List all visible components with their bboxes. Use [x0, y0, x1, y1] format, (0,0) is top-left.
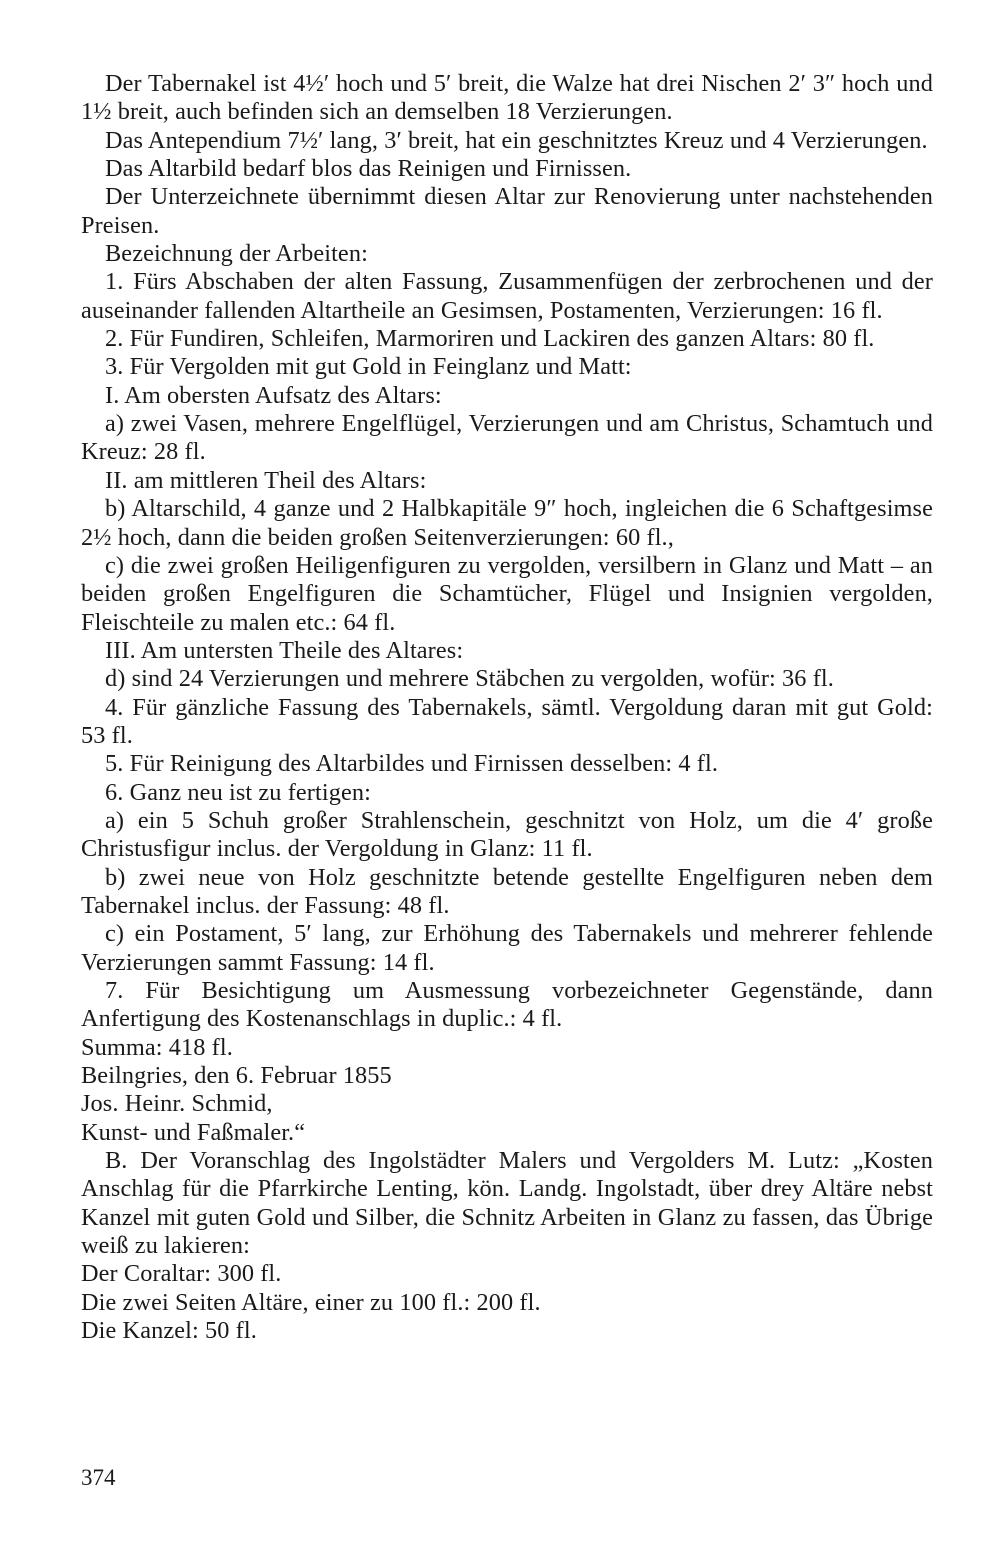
- cost-line: Die Kanzel: 50 fl.: [81, 1317, 257, 1345]
- list-item: 6. Ganz neu ist zu fertigen:: [105, 778, 371, 806]
- list-item: b) zwei neue von Holz geschnitzte betende gestellte Engelfiguren neben dem Tabernakel inclus. der Fassung: 48 fl.: [81, 863, 933, 919]
- page-body: [81, 70, 933, 1345]
- place-date-line: Beilngries, den 6. Februar 1855: [81, 1062, 392, 1090]
- signature-name: Jos. Heinr. Schmid,: [81, 1090, 273, 1118]
- cost-line: Der Coraltar: 300 fl.: [81, 1260, 282, 1288]
- cost-line: Die zwei Seiten Altäre, einer zu 100 fl.: 200 fl.: [81, 1288, 541, 1316]
- list-item: 2. Für Fundiren, Schleifen, Marmoriren und Lackiren des ganzen Altars: 80 fl.: [105, 325, 875, 353]
- list-item: 1. Fürs Abschaben der alten Fassung, Zusammenfügen der zerbrochenen und der auseinander fallenden Altartheile an Gesimsen, Postamenten, Verzierungen: 16 fl.: [81, 268, 933, 324]
- list-item: 3. Für Vergolden mit gut Gold in Feinglanz und Matt:: [105, 353, 632, 381]
- paragraph: B. Der Voranschlag des Ingolstädter Malers und Vergolders M. Lutz: „Kosten Anschlag für die Pfarrkirche Lenting, kön. Landg. Ingolstadt, über drey Altäre nebst Kanzel mit guten Gold und Silber, die Schnitz Arbeiten in Glanz zu fassen, das Übrige weiß zu lakieren:: [81, 1147, 933, 1260]
- list-item: c) die zwei großen Heiligenfiguren zu vergolden, versilbern in Glanz und Matt – an beiden großen Engelfiguren die Schamtücher, Flügel und Insignien vergolden, Fleischteile zu malen etc.: 64 fl.: [81, 551, 933, 636]
- list-item: b) Altarschild, 4 ganze und 2 Halbkapitäle 9″ hoch, ingleichen die 6 Schaftgesimse 2½ hoch, dann die beiden großen Seitenverzierungen: 60 fl.,: [81, 495, 933, 551]
- section-heading: III. Am untersten Theile des Altares:: [105, 636, 464, 664]
- list-item: 5. Für Reinigung des Altarbildes und Firnissen desselben: 4 fl.: [105, 750, 718, 778]
- signature-title: Kunst- und Faßmaler.“: [81, 1118, 306, 1146]
- list-item: a) zwei Vasen, mehrere Engelflügel, Verzierungen und am Christus, Schamtuch und Kreuz: 28 fl.: [81, 410, 933, 466]
- section-heading: II. am mittleren Theil des Altars:: [105, 466, 427, 494]
- sum-line: Summa: 418 fl.: [81, 1033, 233, 1061]
- list-item: d) sind 24 Verzierungen und mehrere Stäbchen zu vergolden, wofür: 36 fl.: [105, 665, 834, 693]
- list-item: 4. Für gänzliche Fassung des Tabernakels, sämtl. Vergoldung daran mit gut Gold: 53 fl.: [81, 693, 933, 749]
- list-item: a) ein 5 Schuh großer Strahlenschein, geschnitzt von Holz, um die 4′ große Christusfigur inclus. der Vergoldung in Glanz: 11 fl.: [81, 806, 933, 863]
- list-item: 7. Für Besichtigung um Ausmessung vorbezeichneter Gegenstände, dann Anfertigung des Kostenanschlags in duplic.: 4 fl.: [81, 977, 933, 1033]
- paragraph: Der Tabernakel ist 4½′ hoch und 5′ breit, die Walze hat drei Nischen 2′ 3″ hoch und 1½ breit, auch befinden sich an demselben 18 Verzierungen.: [81, 70, 933, 126]
- paragraph: Der Unterzeichnete übernimmt diesen Altar zur Renovierung unter nachstehenden Preisen.: [81, 183, 933, 239]
- paragraph: Das Altarbild bedarf blos das Reinigen und Firnissen.: [105, 155, 632, 183]
- list-item: c) ein Postament, 5′ lang, zur Erhöhung des Tabernakels und mehrerer fehlende Verzierungen sammt Fassung: 14 fl.: [81, 920, 933, 976]
- paragraph: Das Antependium 7½′ lang, 3′ breit, hat ein geschnitztes Kreuz und 4 Verzierungen.: [105, 126, 928, 154]
- page-number: 374: [81, 1465, 116, 1490]
- section-heading: I. Am obersten Aufsatz des Altars:: [105, 381, 442, 409]
- paragraph: Bezeichnung der Arbeiten:: [105, 240, 368, 268]
